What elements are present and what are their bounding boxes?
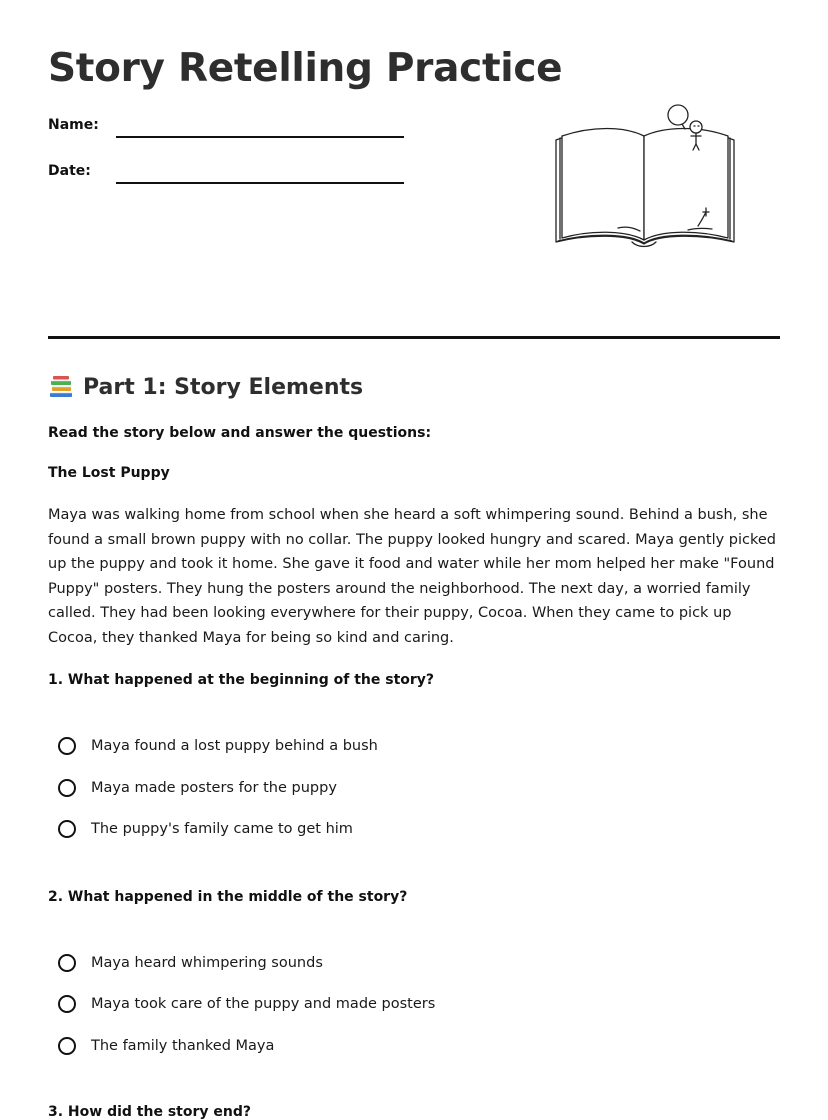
name-write-line[interactable] [116, 136, 404, 138]
question-1: 1. What happened at the beginning of the story? [48, 672, 435, 688]
option-label: Maya made posters for the puppy [91, 780, 337, 796]
name-label: Name: [48, 117, 99, 133]
date-field[interactable] [48, 163, 408, 193]
radio-button[interactable] [58, 995, 76, 1013]
name-field[interactable] [48, 117, 408, 147]
date-label: Date: [48, 163, 91, 179]
q2-option-2[interactable] [58, 992, 435, 1016]
part1-heading [48, 374, 363, 400]
date-write-line[interactable] [116, 182, 404, 184]
q1-option-1[interactable] [58, 734, 378, 758]
part1-heading-text: Part 1: Story Elements [83, 374, 364, 400]
section-divider [48, 336, 780, 339]
option-label: The family thanked Maya [91, 1038, 275, 1054]
option-label: Maya took care of the puppy and made posters [91, 996, 436, 1012]
q1-option-3[interactable] [58, 817, 353, 841]
q2-option-1[interactable] [58, 951, 323, 975]
story-title: The Lost Puppy [48, 465, 170, 481]
story-text: Maya was walking home from school when she heard a soft whimpering sound. Behind a bush, she found a small brown puppy with no collar. The puppy looked hungry and scared. Maya gently picked up the puppy and took it home. She gave it food and water while her mom helped her make "Found Puppy" posters. They hung the posters around the neighborhood. The next day, a worried family called. They had been looking everywhere for their puppy, Cocoa. When they came to pick up Cocoa, they thanked Maya for being so kind and caring. [48, 507, 777, 646]
radio-button[interactable] [58, 779, 76, 797]
question-2: 2. What happened in the middle of the story? [48, 889, 408, 905]
instruction-text: Read the story below and answer the questions: [48, 425, 432, 441]
books-icon [48, 374, 74, 400]
question-3: 3. How did the story end? [48, 1104, 251, 1120]
option-label: The puppy's family came to get him [91, 821, 353, 837]
open-book-illustration [548, 100, 744, 252]
page-title: Story Retelling Practice [48, 46, 563, 91]
option-label: Maya heard whimpering sounds [91, 955, 323, 971]
q2-option-3[interactable] [58, 1034, 274, 1058]
option-label: Maya found a lost puppy behind a bush [91, 738, 378, 754]
radio-button[interactable] [58, 1037, 76, 1055]
radio-button[interactable] [58, 820, 76, 838]
q1-option-2[interactable] [58, 776, 337, 800]
radio-button[interactable] [58, 954, 76, 972]
radio-button[interactable] [58, 737, 76, 755]
